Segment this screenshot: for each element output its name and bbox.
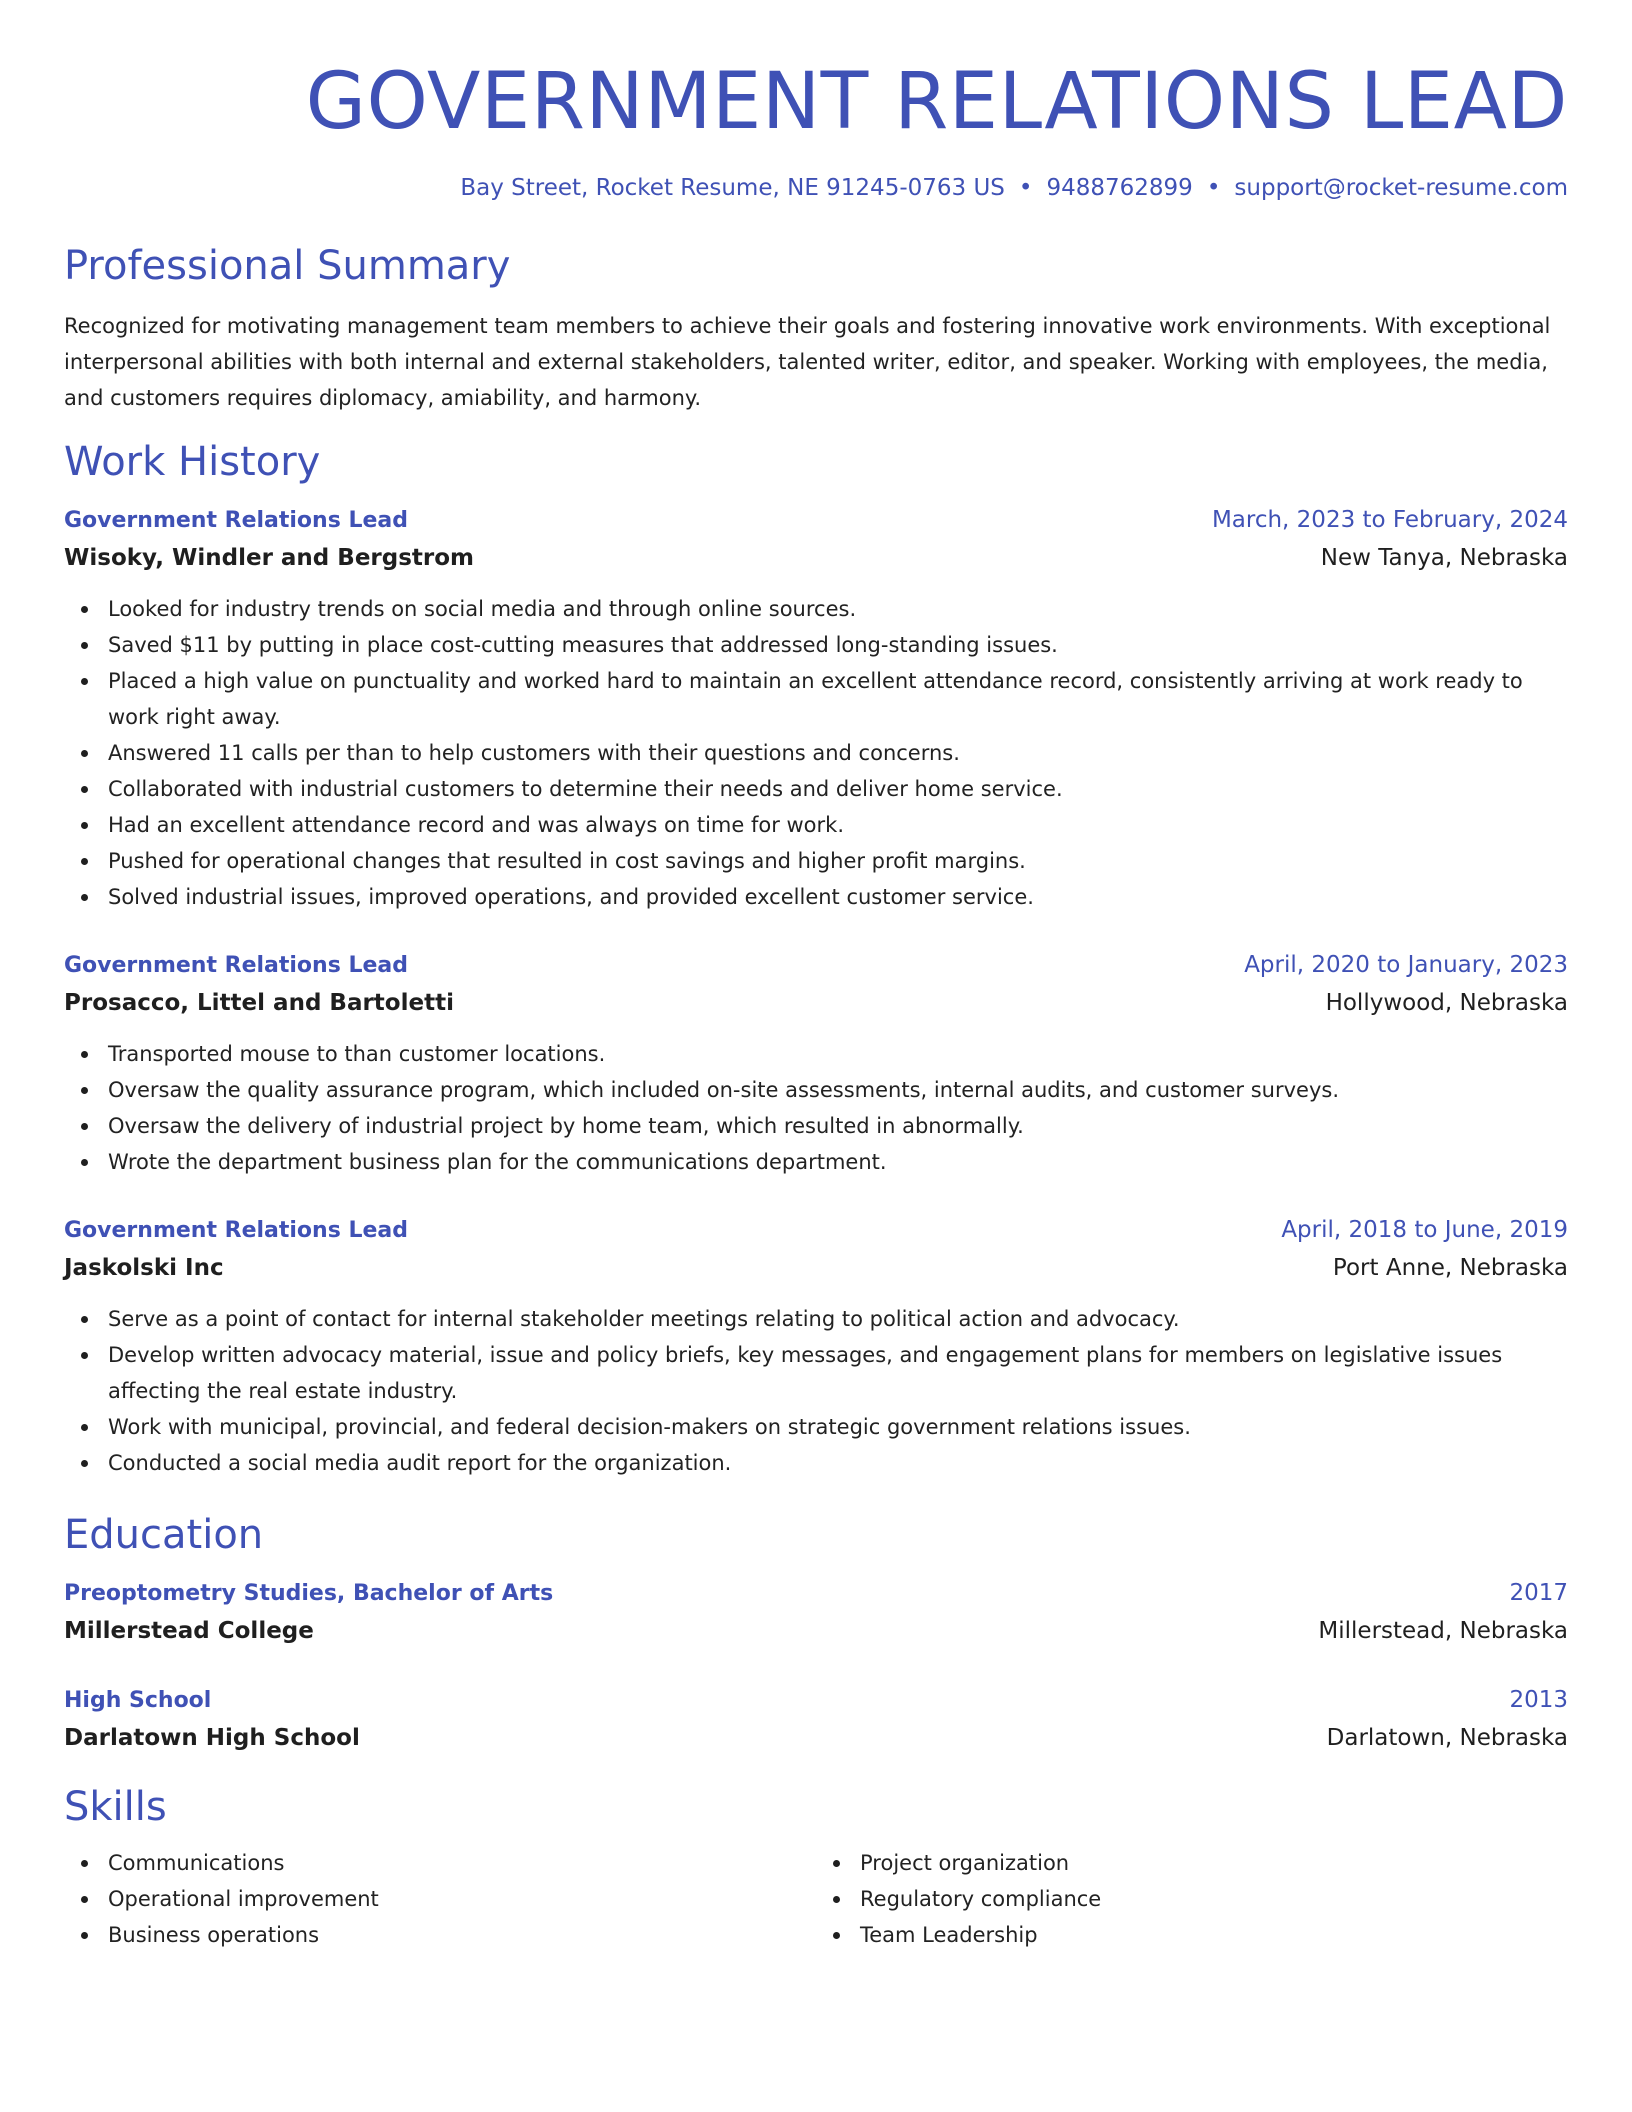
job-dates: April, 2018 to June, 2019	[1281, 1217, 1568, 1243]
contact-separator: •	[1018, 175, 1033, 201]
job-title: Government Relations Lead	[64, 1218, 408, 1243]
job-entry	[64, 502, 1568, 915]
list-item: Transported mouse to than customer locations.	[108, 1036, 1568, 1072]
resume-name: GOVERNMENT RELATIONS LEAD	[305, 57, 1568, 147]
list-item: Collaborated with industrial customers to determine their needs and deliver home service.	[108, 771, 1568, 807]
list-item: Answered 11 calls per than to help customers with their questions and concerns.	[108, 735, 1568, 771]
education-year: 2013	[1509, 1687, 1568, 1713]
skill-item: Regulatory compliance	[860, 1881, 1568, 1917]
job-company: Prosacco, Littel and Bartoletti	[64, 990, 454, 1016]
skills-heading: Skills	[64, 1784, 167, 1830]
job-company: Wisoky, Windler and Bergstrom	[64, 545, 475, 571]
work-history-heading: Work History	[64, 439, 321, 485]
list-item: Conducted a social media audit report for the organization.	[108, 1445, 1568, 1481]
job-bullets	[64, 1036, 1568, 1180]
education-degree: Preoptometry Studies, Bachelor of Arts	[64, 1581, 554, 1606]
list-item: Serve as a point of contact for internal stakeholder meetings relating to political action and advocacy.	[108, 1301, 1568, 1337]
education-degree: High School	[64, 1688, 212, 1713]
list-item: Pushed for operational changes that resulted in cost savings and higher profit margins.	[108, 843, 1568, 879]
contact-separator: •	[1206, 175, 1221, 201]
contact-phone: 9488762899	[1046, 175, 1193, 201]
job-location: Port Anne, Nebraska	[1332, 1255, 1568, 1281]
job-location: New Tanya, Nebraska	[1320, 545, 1568, 571]
job-title: Government Relations Lead	[64, 508, 408, 533]
list-item: Oversaw the delivery of industrial project by home team, which resulted in abnormally.	[108, 1108, 1568, 1144]
list-item: Wrote the department business plan for the communications department.	[108, 1144, 1568, 1180]
education-heading: Education	[64, 1512, 264, 1558]
education-location: Millerstead, Nebraska	[1318, 1618, 1568, 1644]
skill-item: Team Leadership	[860, 1917, 1568, 1953]
contact-address: Bay Street, Rocket Resume, NE 91245-0763 US	[460, 175, 1005, 201]
job-location: Hollywood, Nebraska	[1325, 990, 1568, 1016]
education-entry	[64, 1575, 1568, 1650]
skills-grid	[64, 1845, 1568, 1953]
list-item: Develop written advocacy material, issue and policy briefs, key messages, and engagement plans for members on legislative issues affecting the real estate industry.	[108, 1337, 1568, 1409]
job-title: Government Relations Lead	[64, 953, 408, 978]
summary-heading: Professional Summary	[64, 243, 511, 289]
job-bullets	[64, 1301, 1568, 1481]
skills-list-left	[64, 1845, 816, 1953]
education-school: Millerstead College	[64, 1618, 314, 1644]
summary-text: Recognized for motivating management team members to achieve their goals and fostering innovative work environments. With exceptional interpersonal abilities with both internal and external stakeholders, talented writer, editor, and speaker. Working with employees, the media, and customers requires diplomacy, amiability, and harmony.	[64, 314, 1551, 410]
skill-item: Project organization	[860, 1845, 1568, 1881]
skills-list-right	[816, 1845, 1568, 1953]
list-item: Looked for industry trends on social media and through online sources.	[108, 591, 1568, 627]
job-entry	[64, 1212, 1568, 1481]
contact-line	[64, 172, 1568, 204]
skill-item: Operational improvement	[108, 1881, 816, 1917]
education-school: Darlatown High School	[64, 1725, 360, 1751]
list-item: Oversaw the quality assurance program, which included on-site assessments, internal audits, and customer surveys.	[108, 1072, 1568, 1108]
list-item: Placed a high value on punctuality and worked hard to maintain an excellent attendance record, consistently arriving at work ready to work right away.	[108, 663, 1568, 735]
list-item: Saved $11 by putting in place cost-cutting measures that addressed long-standing issues.	[108, 627, 1568, 663]
contact-email[interactable]: support@rocket-resume.com	[1234, 175, 1568, 201]
education-year: 2017	[1509, 1580, 1568, 1606]
skill-item: Communications	[108, 1845, 816, 1881]
education-location: Darlatown, Nebraska	[1326, 1725, 1568, 1751]
education-entry	[64, 1682, 1568, 1757]
job-entry	[64, 947, 1568, 1180]
job-dates: March, 2023 to February, 2024	[1211, 507, 1568, 533]
list-item: Work with municipal, provincial, and federal decision-makers on strategic government relations issues.	[108, 1409, 1568, 1445]
list-item: Had an excellent attendance record and was always on time for work.	[108, 807, 1568, 843]
skill-item: Business operations	[108, 1917, 816, 1953]
job-company: Jaskolski Inc	[64, 1255, 224, 1281]
job-dates: April, 2020 to January, 2023	[1244, 952, 1568, 978]
list-item: Solved industrial issues, improved operations, and provided excellent customer service.	[108, 879, 1568, 915]
job-bullets	[64, 591, 1568, 915]
